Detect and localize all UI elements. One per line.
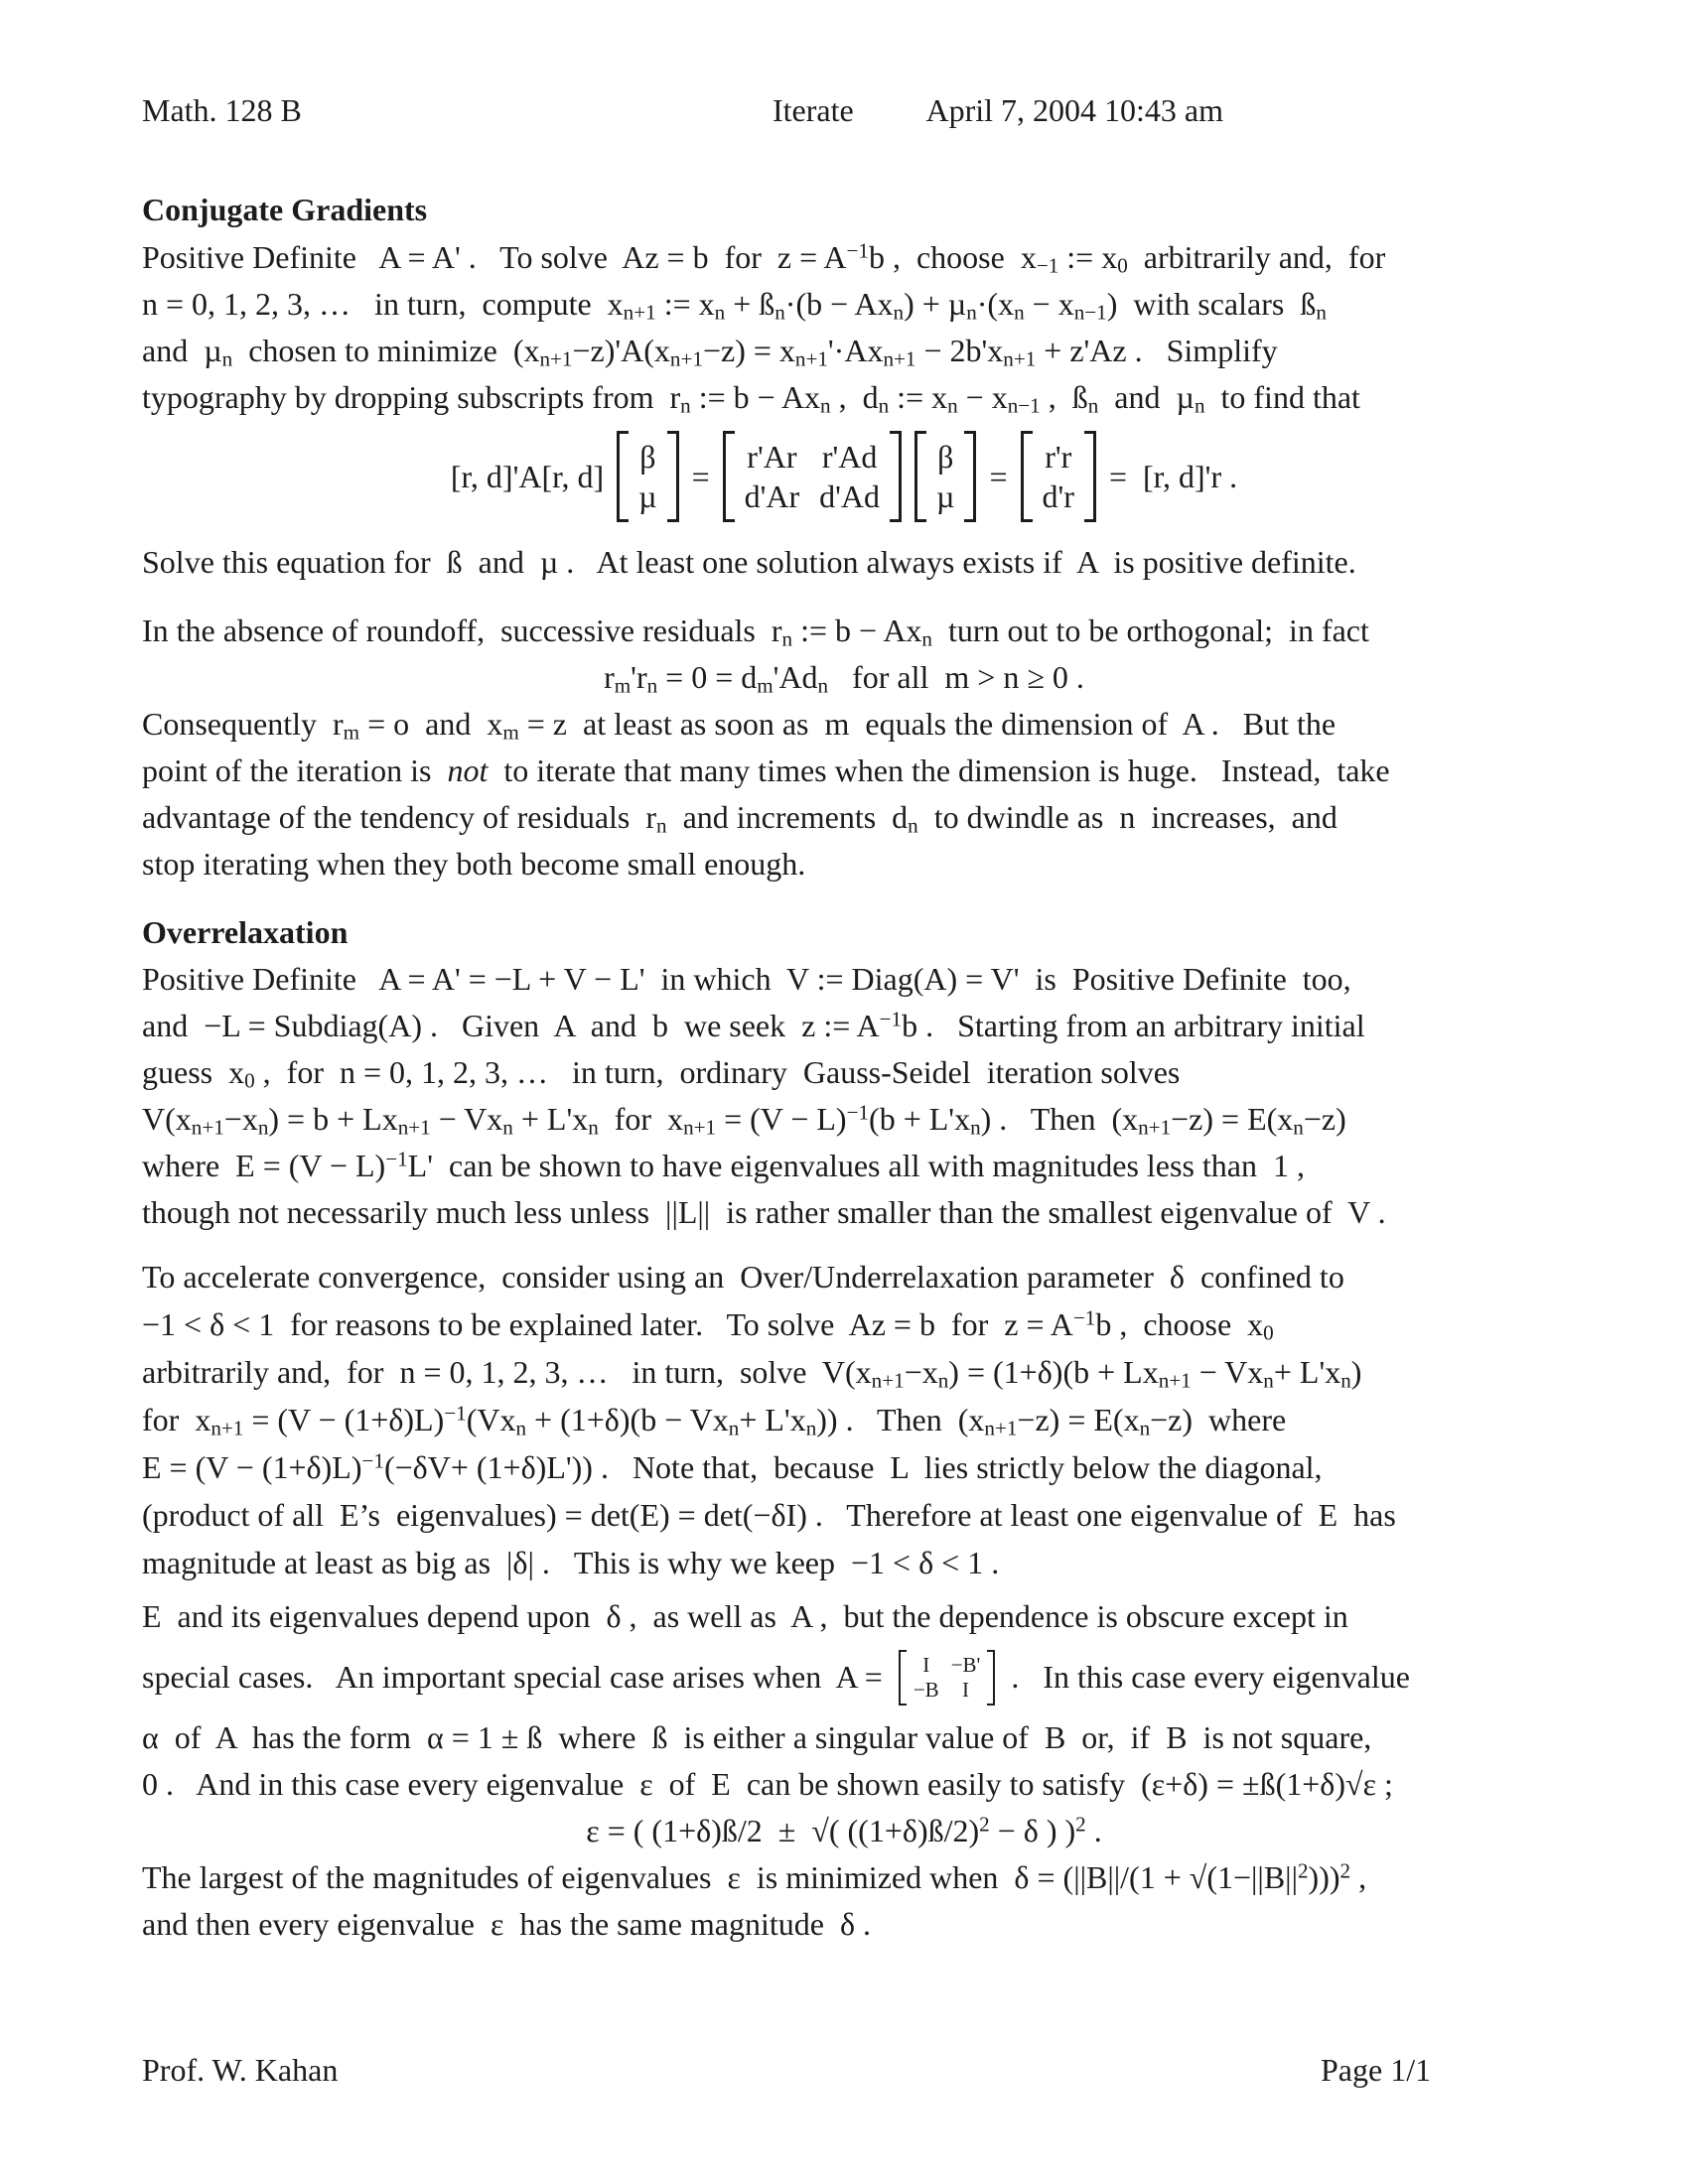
header-datetime: April 7, 2004 10:43 am [925, 92, 1223, 128]
text-line: α of A has the form α = 1 ± ß where ß is either a singular value of B or, if B is not square, [142, 1719, 1372, 1755]
header-course-label: Math. 128 B [142, 92, 302, 128]
right-bracket [987, 1650, 995, 1706]
matrix-cell: r'Ar [747, 439, 797, 475]
text-line: n = 0, 1, 2, 3, … in turn, compute $x_{n+1}$ := $x_n$ + $ß_n\cdot(b - Ax_n) + \mu_n\cdot(x_n - x_{n-1})$ with scalars $ß_n$ [142, 286, 1327, 325]
left-bracket [1021, 431, 1033, 522]
text-segment: . In this case every eigenvalue [1003, 1659, 1410, 1695]
cg-intro-paragraph [142, 234, 1546, 421]
beta-mu-vector [914, 431, 976, 522]
text-line: Solve this equation for ß and µ . At least one solution always exists if A is positive definite. [142, 544, 1356, 580]
right-bracket [667, 431, 679, 522]
text-line: though not necessarily much less unless ||L|| is rather smaller than the smallest eigenvalue of V . [142, 1194, 1386, 1230]
matrix-cell: β [937, 439, 954, 475]
overrelaxation-paragraph [142, 956, 1546, 1236]
matrix-cell: d'r [1042, 478, 1074, 514]
text-line: advantage of the tendency of residuals $r_n$ and increments $d_n$ to dwindle as n increases, and [142, 799, 1337, 838]
residual-vector [1021, 431, 1096, 522]
section-heading-overrelaxation: Overrelaxation [142, 914, 349, 950]
equation-lhs: [r, d]'A[r, d] [450, 458, 605, 494]
text-line: stop iterating when they both become small enough. [142, 846, 806, 882]
footer-page-number: Page 1/1 [1321, 2052, 1432, 2088]
eigenvalue-paragraph [142, 1593, 1546, 1948]
text-line: To accelerate convergence, consider using an Over/Underrelaxation parameter δ confined to [142, 1259, 1344, 1295]
text-line: In the absence of roundoff, successive residuals $r_n$ := $b - Ax_n$ turn out to be orthogonal; in fact [142, 613, 1369, 651]
text-line [142, 1640, 1546, 1714]
text-line: 0 . And in this case every eigenvalue ε of E can be shown easily to satisfy (ε+δ) = ±ß(1+δ)√ε ; [142, 1766, 1393, 1802]
header-document-title: Iterate [773, 92, 854, 128]
text-line: where $E = (V - L)^{-1}L'$ can be shown to have eigenvalues all with magnitudes less than 1 , [142, 1147, 1305, 1183]
matrix-cell: −B' [950, 1652, 981, 1677]
equals-sign: = [989, 458, 1008, 494]
text-line: and µ$_n$ chosen to minimize $(x_{n+1}-z)'A(x_{n+1}-z) = x_{n+1}'\cdot Ax_{n+1} - 2b'x_{n+1} + z'Az$ . Simplify [142, 333, 1278, 371]
text-line: for $x_{n+1} = (V - (1+\delta)L)^{-1}(Vx_n + (1+\delta)(b - Vx_n+ L'x_n))$ . Then $(x_{n+1}-z) = E(x_n-z)$ where [142, 1401, 1287, 1440]
equals-sign: = [691, 458, 710, 494]
cg-solve-line [142, 539, 1546, 586]
matrix-cell: β [639, 439, 656, 475]
text-line: −1 < δ < 1 for reasons to be explained later. To solve Az = b for $z = A^{-1}b$ , choose $x_0$ [142, 1305, 1274, 1345]
left-bracket [617, 431, 629, 522]
left-bracket [914, 431, 926, 522]
matrix-cell: I [962, 1677, 969, 1702]
matrix-cell: d'Ar [744, 478, 800, 514]
text-line: (product of all E’s eigenvalues) = det(E) = det(−δI) . Therefore at least one eigenvalue of E has [142, 1497, 1396, 1533]
left-bracket [899, 1650, 907, 1706]
right-bracket [890, 431, 902, 522]
gram-matrix [723, 431, 902, 522]
equation-tail: = [r, d]'r . [1108, 458, 1238, 494]
text-segment: special cases. An important special case arises when A = [142, 1659, 891, 1695]
text-line: ε = ( (1+δ)ß/2 ± √( ((1+δ)ß/2)$^2$ − δ ) )$^2$ . [586, 1812, 1102, 1848]
text-line: $E = (V - (1+\delta)L)^{-1}(-\delta V+ (1+\delta)L')$) . Note that, because L lies strictly below the diagonal, [142, 1448, 1323, 1485]
text-line: Positive Definite A = A' = −L + V − L' in which V := Diag(A) = V' is Positive Definite too, [142, 961, 1351, 997]
cg-roundoff-paragraph [142, 608, 1546, 887]
matrix-cell: µ [936, 478, 955, 514]
matrix-cell: I [922, 1652, 930, 1677]
text-line: arbitrarily and, for n = 0, 1, 2, 3, … in turn, solve $V(x_{n+1}-x_n) = (1+\delta)(b + Lx_{n+1} - Vx_n+ L'x_n)$ [142, 1354, 1362, 1393]
matrix-cell: r'r [1045, 439, 1072, 475]
section-heading-conjugate-gradients: Conjugate Gradients [142, 192, 428, 227]
text-line: $V(x_{n+1}-x_n) = b + Lx_{n+1} - Vx_n + L'x_n$ for $x_{n+1} = (V - L)^{-1}(b + L'x_n)$ . Then $(x_{n+1}-z) = E(x_n-z)$ [142, 1100, 1346, 1140]
matrix-cell: d'Ad [819, 478, 881, 514]
text-line: Consequently $r_m = o$ and $x_m = z$ at least as soon as m equals the dimension of A . But the [142, 706, 1336, 745]
cg-matrix-equation [142, 423, 1546, 530]
inline-matrix [899, 1650, 996, 1706]
text-line: and −L = Subdiag(A) . Given A and b we seek z := $A^{-1}b$ . Starting from an arbitrary initial [142, 1007, 1365, 1043]
text-line: E and its eigenvalues depend upon δ , as well as A , but the dependence is obscure except in [142, 1598, 1348, 1634]
footer-author: Prof. W. Kahan [142, 2052, 339, 2088]
matrix-cell: µ [638, 478, 657, 514]
text-line: typography by dropping subscripts from $r_n$ := $b - Ax_n$ , $d_n$ := $x_n - x_{n-1}$ , $ß_n$ and µ$_n$ to find that [142, 379, 1360, 418]
right-bracket [1084, 431, 1096, 522]
right-bracket [964, 431, 976, 522]
text-line: point of the iteration is not to iterate that many times when the dimension is huge. Instead, take [142, 752, 1390, 788]
matrix-cell: r'Ad [821, 439, 878, 475]
matrix-cell: −B [913, 1677, 939, 1702]
text-line: The largest of the magnitudes of eigenvalues ε is minimized when $\delta = (||B||/(1 + √(1-||B||^2)))^2$ , [142, 1858, 1367, 1895]
text-line: guess $x_0$ , for n = 0, 1, 2, 3, … in turn, ordinary Gauss-Seidel iteration solves [142, 1054, 1181, 1093]
text-line: Positive Definite A = A' . To solve Az = b for $z = A^{-1}b$ , choose $x_{-1}$ := $x_0$ arbitrarily and, for [142, 238, 1386, 278]
text-line: and then every eigenvalue ε has the same magnitude δ . [142, 1906, 872, 1942]
text-line: $r_m'r_n = 0 = d_m'Ad_n$ for all m > n ≥ 0 . [604, 659, 1084, 698]
left-bracket [723, 431, 735, 522]
text-line: magnitude at least as big as |δ| . This is why we keep −1 < δ < 1 . [142, 1545, 1000, 1580]
beta-mu-vector [617, 431, 678, 522]
acceleration-paragraph [142, 1253, 1546, 1586]
